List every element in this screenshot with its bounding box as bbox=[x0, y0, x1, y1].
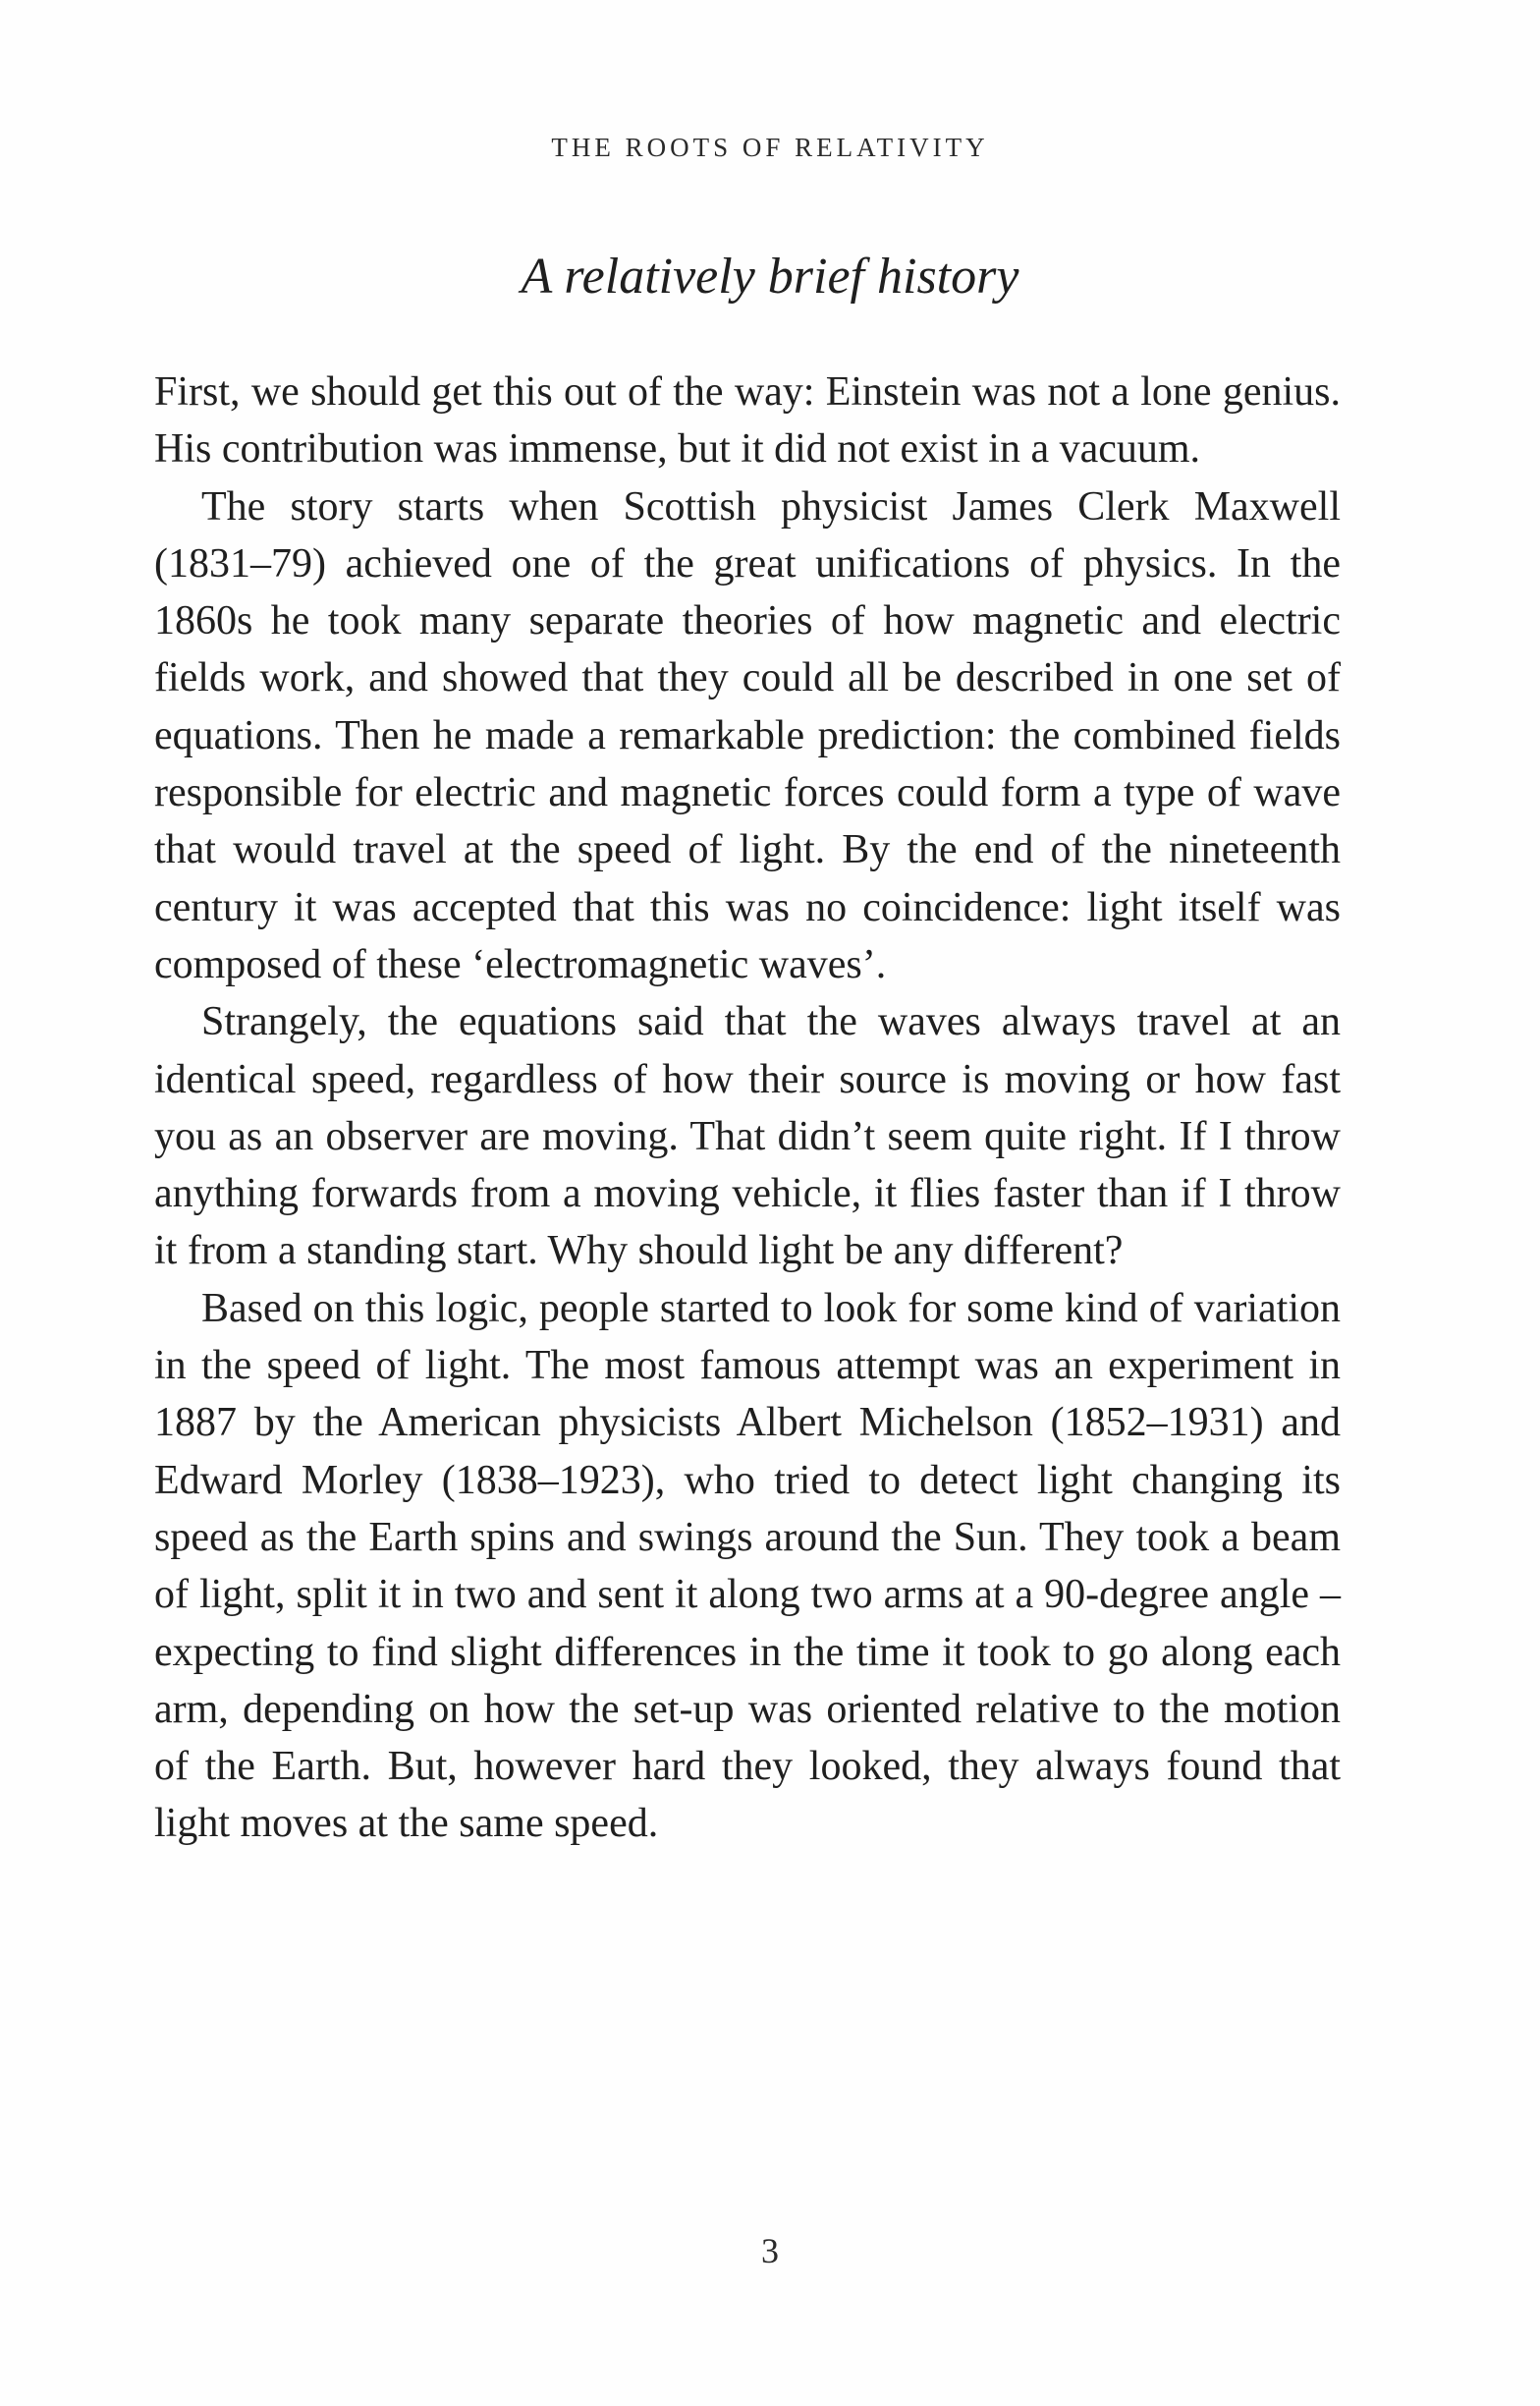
body-text bbox=[154, 364, 1341, 1853]
paragraph: Based on this logic, people started to look for some kind of variation in the speed of light. The most famous attempt was an experiment in 1887 by the American physicists Albert Michelson (1852–1931) and Edward Morley (1838–1923), who tried to detect light changing its speed as the Earth spins and swings around the Sun. They took a beam of light, split it in two and sent it along two arms at a 90-degree angle – expecting to find slight differences in the time it took to go along each arm, depending on how the set-up was oriented relative to the motion of the Earth. But, however hard they looked, they always found that light moves at the same speed. bbox=[154, 1285, 1341, 1847]
page-number: 3 bbox=[761, 2231, 779, 2270]
paragraph: First, we should get this out of the way: Einstein was not a lone genius. His contribution was immense, but it did not exist in a vacuum. bbox=[154, 369, 1341, 473]
paragraph: The story starts when Scottish physicist James Clerk Maxwell (1831–79) achieved one of the great unifications of physics. In the 1860s he took many separate theories of how magnetic and electric fields work, and showed that they could all be described in one set of equations. Then he made a remarkable prediction: the combined fields responsible for electric and magnetic forces could form a type of wave that would travel at the speed of light. By the end of the nineteenth century it was accepted that this was no coincidence: light itself was composed of these ‘electromagnetic waves’. bbox=[154, 483, 1341, 987]
running-head: THE ROOTS OF RELATIVITY bbox=[551, 133, 989, 162]
section-title: A relatively brief history bbox=[521, 249, 1019, 305]
paragraph: Strangely, the equations said that the waves always travel at an identical speed, regardless of how their source is moving or how fast you as an observer are moving. That didn’t seem quite right. If I throw anything forwards from a moving vehicle, it flies faster than if I throw it from a standing start. Why should light be any different? bbox=[154, 999, 1341, 1274]
